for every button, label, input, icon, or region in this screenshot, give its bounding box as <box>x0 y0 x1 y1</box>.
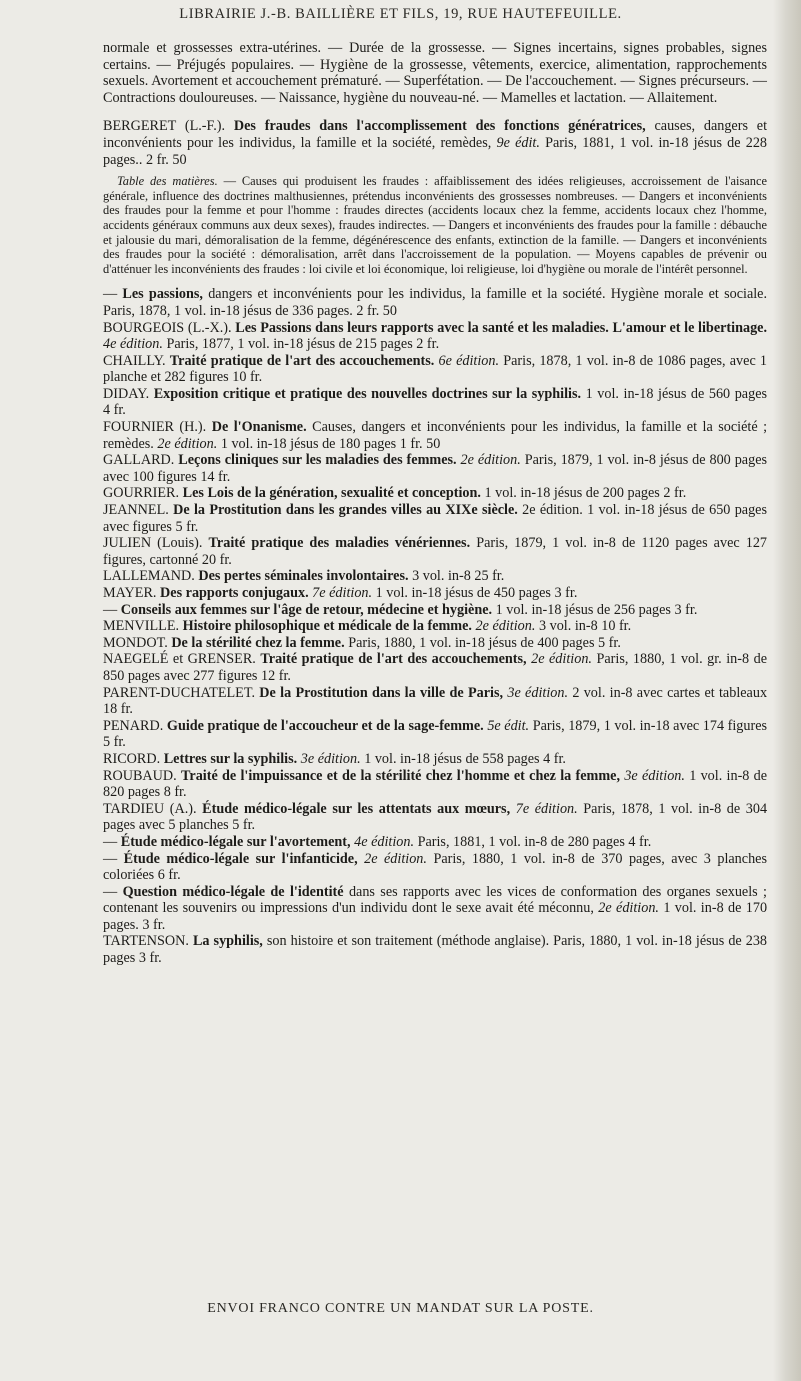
entry-price: 5 fr. <box>598 634 621 651</box>
entry-title: Histoire philosophique et médicale de la femme. <box>182 618 472 635</box>
catalogue-entry <box>103 751 767 768</box>
entry-edition: 9e édit. <box>496 134 540 151</box>
catalogue-entry <box>103 851 767 884</box>
entry-price: 1 fr. 50 <box>399 435 441 452</box>
entry-edition: 5e édit. <box>487 717 530 734</box>
entry-author: TARDIEU (A.). <box>103 800 197 817</box>
entry-price: 4 fr. <box>543 750 566 767</box>
catalogue-entry <box>103 585 767 602</box>
entry-title: Étude médico-légale sur les attentats aux mœurs, <box>202 800 511 817</box>
entry-author: — <box>103 601 118 618</box>
entry-price: 3 fr. <box>142 916 166 933</box>
catalogue-entry <box>103 618 767 635</box>
entry-author: DIDAY. <box>103 385 150 402</box>
entry-price: 6 fr. <box>157 867 181 884</box>
entry-price: 3 fr. <box>674 601 698 618</box>
catalogue-entry <box>103 535 767 568</box>
entry-title: Des rapports conjugaux. <box>160 585 309 601</box>
catalogue-entry <box>103 768 767 801</box>
entry-author: GALLARD. <box>103 452 175 469</box>
entry-title: Les Passions dans leurs rapports avec la santé et les maladies. L'amour et le libertinage. <box>235 319 768 336</box>
entry-price: 4 fr. <box>103 402 126 419</box>
entry-text: 2e édition. 1 vol. in-18 jésus de 650 pages avec figures <box>103 502 767 535</box>
catalogue-entry <box>103 718 767 751</box>
entry-price: 12 fr. <box>260 667 291 684</box>
entry-title: Leçons cliniques sur les maladies des femmes. <box>178 452 457 469</box>
catalogue-entry <box>103 353 767 386</box>
entry-title: De la Prostitution dans la ville de Paris, <box>259 684 504 701</box>
entry-details: causes, dangers et inconvénients pour les individus, la famille et la société, remèdes, <box>103 118 768 151</box>
entry-edition: 3e édition. <box>300 750 361 767</box>
entry-author: NAEGELÉ et GRENSER. <box>103 651 256 668</box>
entry-author: — <box>103 883 118 900</box>
entry-price: 2 fr. 50 <box>356 302 397 319</box>
catalogue-entry <box>103 685 767 718</box>
entry-edition: 6e édition. <box>438 352 500 369</box>
entry-text: Paris, 1880, 1 vol. in-8 de 370 pages, avec 3 planches coloriées <box>103 850 767 884</box>
entry-author: — <box>103 850 118 867</box>
entry-edition: 3e édition. <box>507 684 569 701</box>
entry-text: dangers et inconvénients pour les individus, la famille et la société. Hygiène morale et sociale. Paris, 1878, 1 vol. in-18 jésus de 336 pages. <box>103 286 768 319</box>
entry-author: — <box>103 286 118 303</box>
entry-publication: Paris, 1881, 1 vol. in-18 jésus de 228 pages.. <box>103 134 768 168</box>
entry-text: 2 vol. in-8 avec cartes et tableaux <box>572 684 768 701</box>
entry-price: 2 fr. <box>416 336 440 353</box>
entry-title: Les passions, <box>122 286 203 303</box>
entry-author: GOURRIER. <box>103 485 180 502</box>
entry-text: 1 vol. in-18 jésus de 200 pages <box>484 485 660 502</box>
entry-text: 1 vol. in-18 jésus de 256 pages <box>495 601 671 618</box>
catalogue-entry <box>103 386 767 419</box>
entry-edition: 4e édition. <box>354 833 415 850</box>
entry-text: Paris, 1879, 1 vol. in-18 avec 174 figures <box>532 717 768 734</box>
catalogue-entry <box>103 801 767 834</box>
entry-text: Paris, 1878, 1 vol. in-8 de 304 pages avec 5 planches <box>103 800 768 834</box>
entry-author: ROUBAUD. <box>103 767 177 784</box>
catalogue-entry <box>103 602 767 619</box>
catalogue-entry <box>103 485 767 502</box>
entry-text: Paris, 1879, 1 vol. in-8 jésus de 800 pages avec 100 figures <box>103 452 768 485</box>
entry-title: Étude médico-légale sur l'avortement, <box>120 833 351 850</box>
entry-text: Paris, 1880, 1 vol. gr. in-8 de 850 pages avec 277 figures <box>103 651 768 684</box>
entry-text: 1 vol. in-18 jésus de 560 pages <box>585 385 768 402</box>
entry-title: Étude médico-légale sur l'infanticide, <box>123 850 358 867</box>
page-header: LIBRAIRIE J.-B. BAILLIÈRE ET FILS, 19, RUE HAUTEFEUILLE. <box>179 6 622 22</box>
entry-author: CHAILLY. <box>103 352 166 369</box>
entry-price: 2 fr. <box>663 485 687 502</box>
entry-text: 1 vol. in-18 jésus de 450 pages <box>375 585 551 601</box>
entry-author: BERGERET (L.-F.). <box>103 118 226 135</box>
entry-text: 1 vol. in-8 de 820 pages <box>103 767 768 801</box>
entry-author: BOURGEOIS (L.-X.). <box>103 319 232 336</box>
entry-title: Question médico-légale de l'identité <box>122 883 344 900</box>
entry-title: De la Prostitution dans les grandes villes au XIXe siècle. <box>173 502 518 519</box>
entry-price: 18 fr. <box>103 701 133 718</box>
toc-label: Table des matières. <box>117 174 218 189</box>
entry-price: 2 fr. 50 <box>145 151 187 168</box>
entry-author: TARTENSON. <box>103 933 189 950</box>
catalogue-entry-bergeret <box>103 118 767 168</box>
catalogue-entry <box>103 834 767 851</box>
catalogue-entry <box>103 286 767 319</box>
entry-title: Des fraudes dans l'accomplissement des fonctions génératrices, <box>233 118 646 135</box>
entry-title: Traité pratique de l'art des accouchements, <box>260 651 527 668</box>
entry-price: 4 fr. <box>628 833 652 850</box>
entry-text: Paris, 1878, 1 vol. in-8 de 1086 pages, avec 1 planche et 282 figures <box>103 352 768 386</box>
entry-text: Causes, dangers et inconvénients pour les individus, la famille et la société ; remèdes. <box>103 419 768 452</box>
entry-text: dans ses rapports avec les vices de conformation des organes sexuels ; contenant les souvenirs ou impressions d'un individu dont le sexe avait été méconnu, <box>103 883 768 917</box>
entry-edition: 2e édition. <box>598 900 659 917</box>
entry-title: Traité pratique de l'art des accouchements. <box>169 352 435 369</box>
entry-price: 5 fr. <box>103 734 126 751</box>
page-footer: ENVOI FRANCO CONTRE UN MANDAT SUR LA POSTE. <box>207 1301 594 1316</box>
catalogue-entry <box>103 884 767 934</box>
entry-author: PARENT-DUCHATELET. <box>103 684 255 701</box>
catalogue-entries <box>103 286 767 966</box>
entry-text: Paris, 1879, 1 vol. in-8 de 1120 pages avec 127 figures, cartonné <box>103 535 768 568</box>
entry-edition: 2e édition. <box>475 618 536 635</box>
entry-author: RICORD. <box>103 750 161 767</box>
entry-title: La syphilis, <box>192 933 263 950</box>
table-of-contents <box>103 174 767 276</box>
entry-author: JULIEN (Louis). <box>103 535 203 552</box>
entry-text: 1 vol. in-8 de 170 pages. <box>103 900 768 933</box>
catalogue-entry <box>103 568 767 585</box>
entry-price: 20 fr. <box>201 551 232 568</box>
entry-edition: 7e édition. <box>515 800 578 817</box>
entry-title: Traité de l'impuissance et de la stérilité chez l'homme et chez la femme, <box>180 767 621 784</box>
entry-edition: 4e édition. <box>103 336 163 353</box>
catalogue-entry <box>103 933 767 966</box>
entry-title: Traité pratique des maladies vénériennes. <box>208 535 471 552</box>
catalogue-entry <box>103 419 767 452</box>
intro-paragraph: normale et grossesses extra-utérines. — Durée de la grossesse. — Signes incertains, signes probables, signes certains. — Préjugés populaires. — Hygiène de la grossesse, vêtements, exercice, alimentation, rapprochements sexuels. Avortement et accouchement prématuré. — Superfétation. — De l'accouchement. — Signes précurseurs. — Contractions douloureuses. — Naissance, hygiène du nouveau-né. — Mamelles et lactation. — Allaitement. <box>103 40 767 106</box>
entry-author: MAYER. <box>103 585 157 601</box>
entry-title: Les Lois de la génération, sexualité et conception. <box>182 485 481 502</box>
entry-price: 25 fr. <box>474 568 505 585</box>
entry-author: JEANNEL. <box>103 502 169 519</box>
entry-title: Exposition critique et pratique des nouvelles doctrines sur la syphilis. <box>153 385 582 402</box>
entry-title: Lettres sur la syphilis. <box>163 750 298 767</box>
catalogue-entry <box>103 635 767 652</box>
catalogue-entry <box>103 502 767 535</box>
entry-edition: 2e édition. <box>460 452 521 469</box>
entry-price: 3 fr. <box>554 585 578 601</box>
entry-author: MENVILLE. <box>103 618 180 635</box>
entry-text: Paris, 1877, 1 vol. in-18 jésus de 215 pages <box>166 336 413 353</box>
entry-edition: 7e édition. <box>312 585 373 601</box>
entry-price: 3 fr. <box>138 950 162 967</box>
catalogue-entry <box>103 320 767 353</box>
entry-price: 10 fr. <box>601 618 632 635</box>
entry-author: MONDOT. <box>103 634 168 651</box>
entry-author: PENARD. <box>103 717 164 734</box>
entry-text: Paris, 1880, 1 vol. in-18 jésus de 400 pages <box>348 634 595 651</box>
catalogue-entry <box>103 651 767 684</box>
entry-text: Paris, 1881, 1 vol. in-8 de 280 pages <box>417 833 625 850</box>
entry-text: 1 vol. in-18 jésus de 558 pages <box>364 750 540 767</box>
entry-text: 3 vol. in-8 <box>538 618 598 635</box>
entry-title: De l'Onanisme. <box>211 419 307 436</box>
entry-title: Conseils aux femmes sur l'âge de retour, médecine et hygiène. <box>120 601 493 618</box>
entry-title: De la stérilité chez la femme. <box>171 634 345 651</box>
catalogue-entry <box>103 452 767 485</box>
entry-edition: 2e édition. <box>364 850 427 867</box>
entry-price: 10 fr. <box>232 369 263 386</box>
entry-edition: 2e édition. <box>531 651 592 668</box>
entry-text: 1 vol. in-18 jésus de 180 pages <box>220 435 397 452</box>
entry-text: son histoire et son traitement (méthode anglaise). Paris, 1880, 1 vol. in-18 jésus de 238 pages <box>103 933 768 967</box>
catalogue-content <box>103 40 767 967</box>
page-edge-shadow <box>773 0 801 1381</box>
entry-price: 14 fr. <box>200 468 231 485</box>
entry-price: 5 fr. <box>175 518 199 535</box>
entry-edition: 3e édition. <box>624 767 685 784</box>
entry-title: Guide pratique de l'accoucheur et de la sage-femme. <box>166 717 484 734</box>
entry-price: 8 fr. <box>163 784 187 801</box>
entry-price: 5 fr. <box>232 817 256 834</box>
entry-title: Des pertes séminales involontaires. <box>198 568 409 585</box>
entry-author: LALLEMAND. <box>103 568 195 585</box>
entry-text: 3 vol. in-8 <box>412 568 471 585</box>
entry-author: FOURNIER (H.). <box>103 419 207 436</box>
toc-text: — Causes qui produisent les fraudes : affaiblissement des idées religieuses, accroissement de l'aisance générale, influence des doctrines malthusiennes, prétendus inconvénients des grossesses nombreuses. — Dangers et inconvénients des fraudes pour la femme et pour l'homme : fraudes directes (accidents locaux chez la femme, accidents locaux chez l'homme, accidents généraux communs aux deux sexes), fraudes indirectes. — Dangers et inconvénients des fraudes pour la famille : débauche et jalousie du mari, démoralisation de la femme, dégénérescence des enfants, extinction de la famille. — Dangers et inconvénients des fraudes pour la société : démoralisation, arrêt dans l'accroissement de la population. — Moyens capables de prévenir ou d'atténuer les inconvénients des fraudes : loi civile et loi économique, loi religieuse, loi d'hygiène ou morale de l'intérêt personnel. <box>103 174 767 276</box>
entry-edition: 2e édition. <box>157 435 218 452</box>
entry-author: — <box>103 833 118 850</box>
